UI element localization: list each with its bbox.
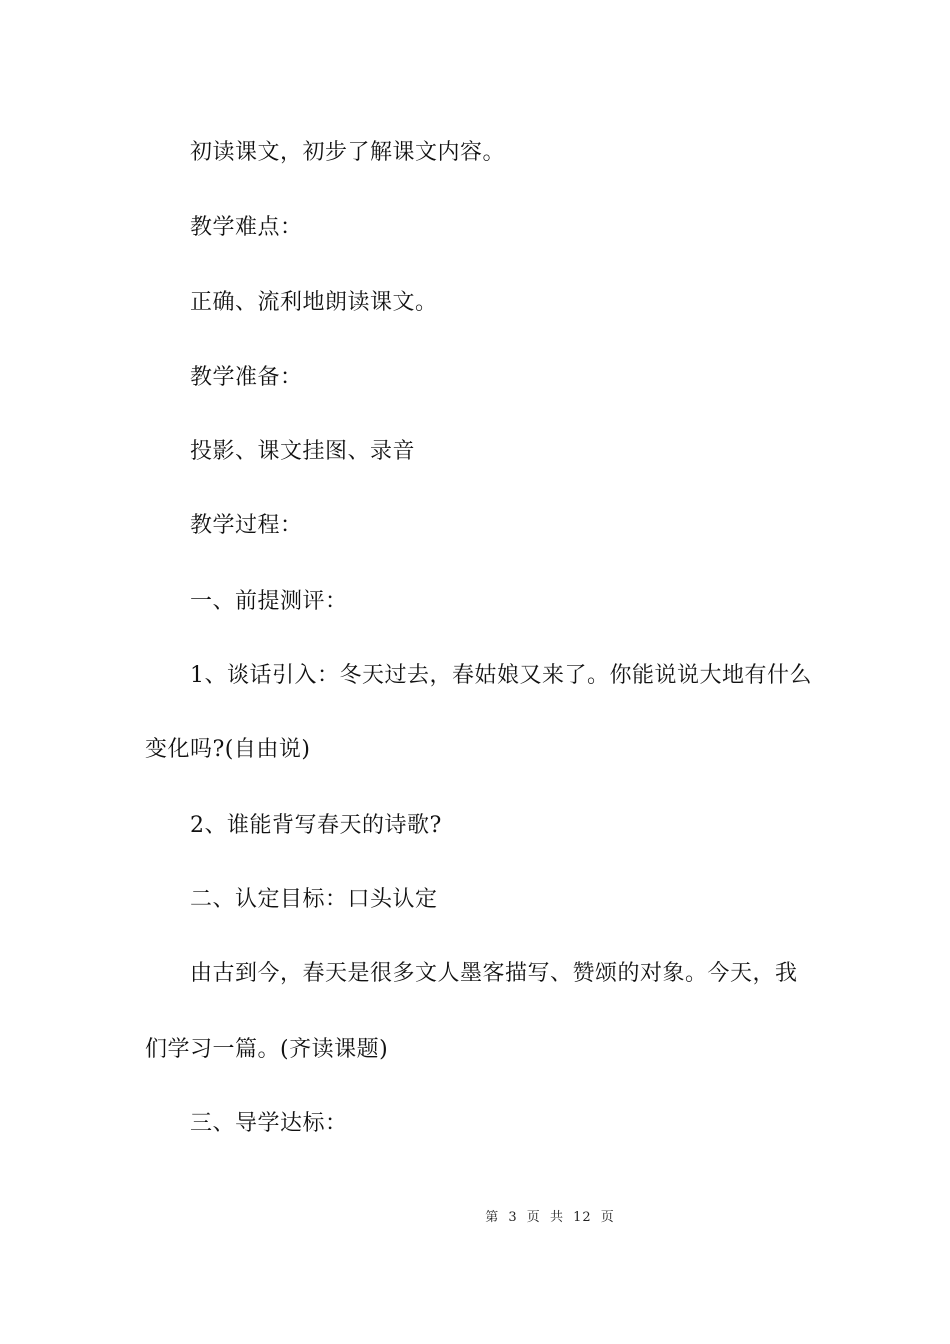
footer-total-pages: 12 [573, 1210, 592, 1225]
paragraph-line: 由古到今，春天是很多文人墨客描写、赞颂的对象。今天，我 [190, 961, 798, 986]
page-number-footer [0, 1208, 950, 1228]
heading-line: 教学难点： [190, 215, 303, 240]
section-heading: 二、认定目标：口头认定 [190, 887, 438, 912]
paragraph-line: 2、谁能背写春天的诗歌? [190, 813, 442, 838]
paragraph-line: 初读课文，初步了解课文内容。 [190, 140, 506, 165]
section-heading: 一、前提测评： [190, 589, 348, 614]
section-heading: 三、导学达标： [190, 1111, 348, 1136]
footer-prefix: 第 [485, 1210, 500, 1225]
paragraph-line: 变化吗?(自由说) [145, 737, 311, 762]
footer-suffix: 页 [600, 1210, 615, 1225]
paragraph-line: 正确、流利地朗读课文。 [190, 290, 438, 315]
heading-line: 教学过程： [190, 513, 303, 538]
paragraph-line: 们学习一篇。(齐读课题) [145, 1037, 389, 1062]
paragraph-line: 投影、课文挂图、录音 [190, 439, 416, 464]
heading-line: 教学准备： [190, 365, 303, 390]
paragraph-line: 1、谈话引入：冬天过去，春姑娘又来了。你能说说大地有什么 [190, 663, 812, 688]
footer-current-page: 3 [508, 1210, 518, 1225]
footer-total-word: 共 [549, 1210, 564, 1225]
footer-page-word: 页 [526, 1210, 541, 1225]
